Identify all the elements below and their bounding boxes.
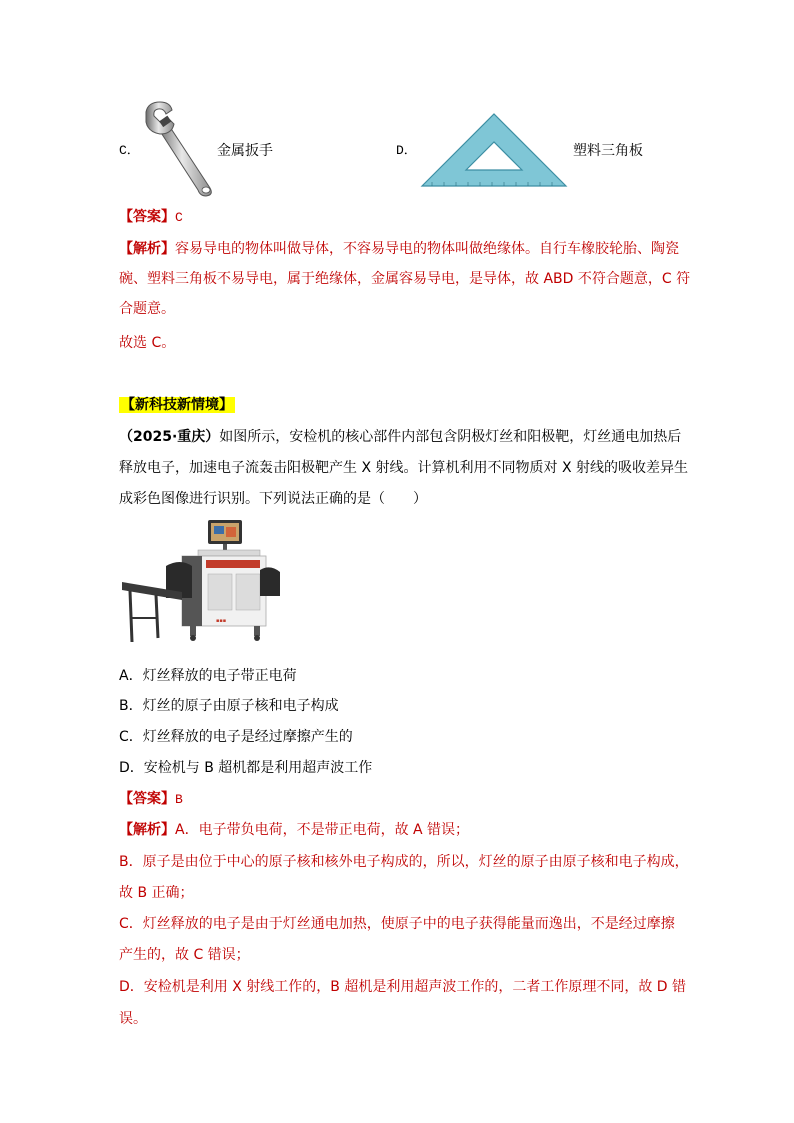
q2-analysis-b2: 故 B 正确； bbox=[119, 885, 194, 901]
q2-analysis-a: A．电子带负电荷，不是带正电荷，故 A 错误； bbox=[175, 822, 470, 838]
q2-stem-line1 bbox=[119, 428, 681, 446]
q2-answer-value: B bbox=[175, 792, 183, 807]
q2-answer-line bbox=[119, 790, 183, 809]
q1-answer-value: C bbox=[175, 210, 183, 225]
option-d-label: 塑料三角板 bbox=[573, 143, 643, 159]
q2-stem-text-2: 释放电子，加速电子流轰击阳极靶产生 X 射线。计算机利用不同物质对 X 射线的吸收差异生 bbox=[119, 460, 688, 476]
q2-option-d: D．安检机与 B 超机都是利用超声波工作 bbox=[119, 760, 373, 776]
q2-analysis-d1: D．安检机是利用 X 射线工作的，B 超机是利用超声波工作的，二者工作原理不同，故 D 错 bbox=[119, 979, 687, 995]
triangle-ruler-image bbox=[420, 112, 568, 188]
q2-analysis-line-a bbox=[119, 821, 469, 839]
q2-option-a: A．灯丝释放的电子带正电荷 bbox=[119, 668, 297, 684]
svg-text:▪▪▪: ▪▪▪ bbox=[216, 618, 227, 624]
xray-machine-image bbox=[120, 518, 282, 650]
q2-stem-text-3: 成彩色图像进行识别。下列说法正确的是（ ） bbox=[119, 491, 427, 507]
option-c-letter: C． bbox=[119, 143, 140, 158]
q2-analysis-tag: 【解析】 bbox=[119, 822, 175, 838]
q1-answer-tag: 【答案】 bbox=[119, 209, 175, 225]
q2-source: （2025·重庆） bbox=[119, 429, 220, 445]
q2-analysis-c1: C．灯丝释放的电子是由于灯丝通电加热，使原子中的电子获得能量而逸出，不是经过摩擦 bbox=[119, 916, 675, 932]
q1-analysis-tag: 【解析】 bbox=[119, 241, 175, 257]
q2-analysis-b1: B．原子是由位于中心的原子核和核外电子构成的，所以，灯丝的原子由原子核和电子构成， bbox=[119, 854, 689, 870]
q1-analysis-line1 bbox=[119, 240, 679, 258]
q1-analysis-text-3: 合题意。 bbox=[119, 301, 175, 317]
section-tag: 【新科技新情境】 bbox=[121, 397, 233, 413]
q1-analysis-text-2: 碗、塑料三角板不易导电，属于绝缘体，金属容易导电，是导体，故 ABD 不符合题意，C 符 bbox=[119, 271, 691, 287]
q1-answer-line bbox=[119, 208, 183, 227]
wrench-image bbox=[140, 100, 220, 198]
q2-analysis-c2: 产生的，故 C 错误； bbox=[119, 947, 250, 963]
option-c-label: 金属扳手 bbox=[217, 143, 273, 159]
q1-conclusion: 故选 C。 bbox=[119, 335, 176, 351]
q2-analysis-d2: 误。 bbox=[119, 1011, 147, 1027]
q1-analysis-text-1: 容易导电的物体叫做导体，不容易导电的物体叫做绝缘体。自行车橡胶轮胎、陶瓷 bbox=[175, 241, 679, 257]
q2-answer-tag: 【答案】 bbox=[119, 791, 175, 807]
section-tag-line bbox=[119, 396, 235, 414]
option-d-letter: D． bbox=[396, 143, 417, 158]
q2-option-c: C．灯丝释放的电子是经过摩擦产生的 bbox=[119, 729, 353, 745]
q2-stem-text-1: 如图所示，安检机的核心部件内部包含阴极灯丝和阳极靶，灯丝通电加热后 bbox=[219, 429, 682, 445]
q2-option-b: B．灯丝的原子由原子核和电子构成 bbox=[119, 698, 339, 714]
